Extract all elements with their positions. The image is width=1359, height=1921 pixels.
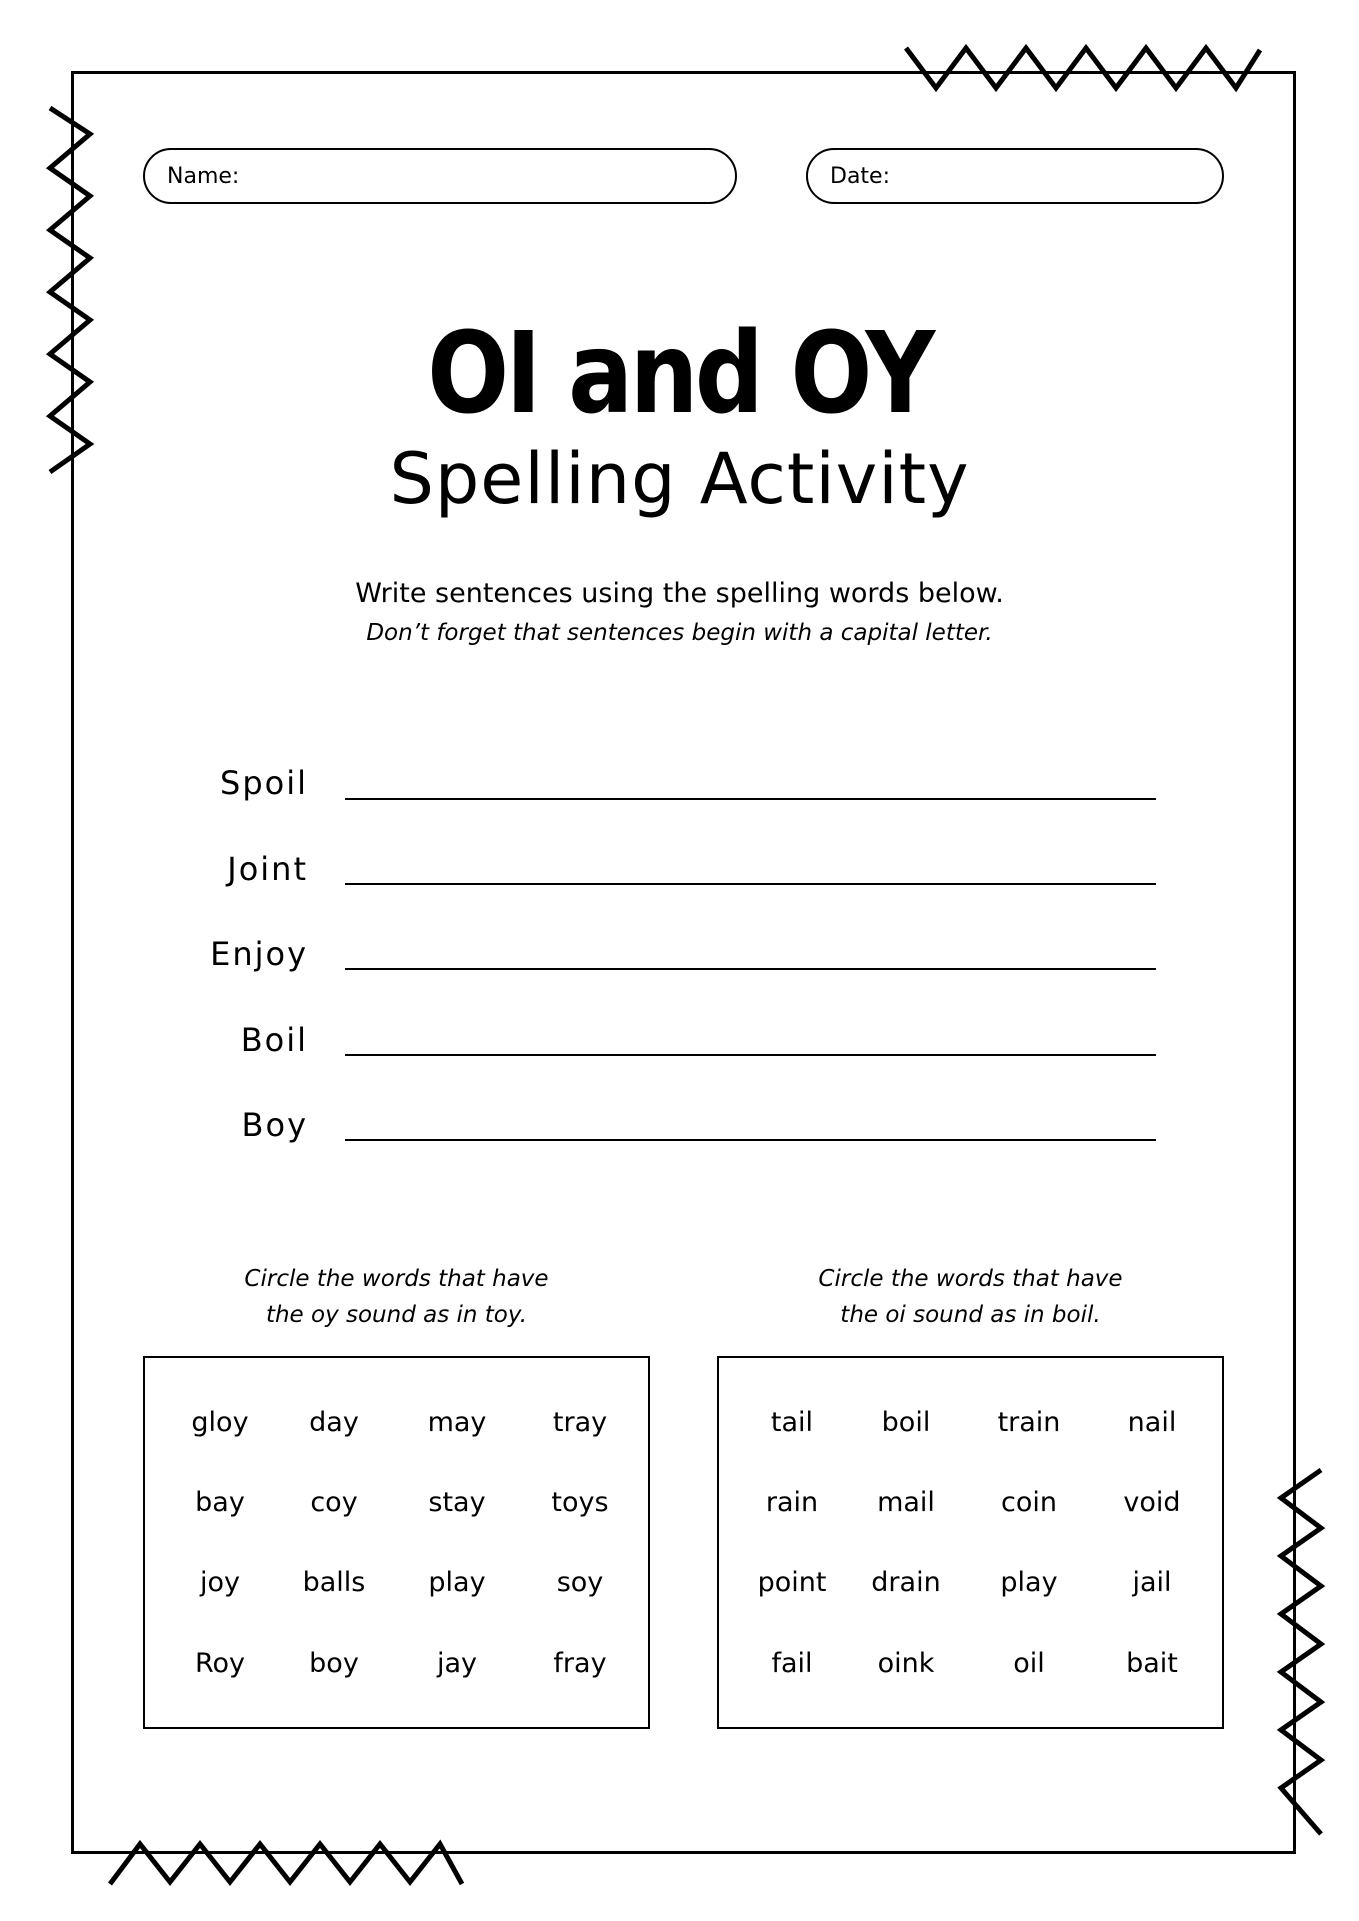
page-title: OI and OY <box>427 309 932 439</box>
oy-instruction-line1: Circle the words that have <box>244 1266 549 1292</box>
oi-instruction-line2: the oi sound as in boil. <box>840 1302 1101 1328</box>
oy-word[interactable]: joy <box>200 1567 240 1598</box>
oi-word[interactable]: void <box>1123 1487 1181 1518</box>
zigzag-bottom-left <box>106 1838 466 1888</box>
writing-line[interactable] <box>345 1054 1156 1056</box>
oy-word[interactable]: boy <box>309 1648 359 1679</box>
oi-instruction-line1: Circle the words that have <box>818 1266 1123 1292</box>
oi-word[interactable]: nail <box>1127 1407 1177 1438</box>
oy-word[interactable]: toys <box>551 1487 609 1518</box>
instructions-note: Don’t forget that sentences begin with a capital letter. <box>366 620 993 646</box>
writing-line[interactable] <box>345 1139 1156 1141</box>
oi-instruction <box>717 1261 1224 1333</box>
oi-word[interactable]: tail <box>770 1407 814 1438</box>
oi-word[interactable]: train <box>997 1407 1061 1438</box>
zigzag-top-right <box>904 44 1264 94</box>
oy-word[interactable]: play <box>428 1567 486 1598</box>
oy-word[interactable]: Roy <box>194 1648 246 1679</box>
oy-word[interactable]: day <box>309 1407 359 1438</box>
writing-line[interactable] <box>345 968 1156 970</box>
zigzag-left <box>44 104 100 476</box>
spelling-word-label: Spoil <box>220 764 308 802</box>
oy-word-box <box>143 1356 650 1729</box>
oi-word[interactable]: rain <box>765 1487 819 1518</box>
oy-word[interactable]: balls <box>302 1567 366 1598</box>
oy-word[interactable]: stay <box>428 1487 486 1518</box>
spelling-word-label: Joint <box>227 850 308 888</box>
oi-word[interactable]: jail <box>1132 1567 1172 1598</box>
oi-word[interactable]: oink <box>877 1648 935 1679</box>
writing-line[interactable] <box>345 798 1156 800</box>
oy-word[interactable]: gloy <box>191 1407 249 1438</box>
zigzag-right <box>1273 1466 1329 1838</box>
oy-word[interactable]: bay <box>195 1487 245 1518</box>
oi-word-box <box>717 1356 1224 1729</box>
oi-word[interactable]: drain <box>871 1567 941 1598</box>
oi-word[interactable]: mail <box>877 1487 935 1518</box>
oi-word[interactable]: point <box>757 1567 827 1598</box>
oy-word[interactable]: may <box>427 1407 487 1438</box>
oi-word[interactable]: boil <box>881 1407 931 1438</box>
spelling-word-label: Boy <box>241 1106 308 1144</box>
instructions-main: Write sentences using the spelling words below. <box>355 578 1004 609</box>
date-field[interactable] <box>806 148 1224 204</box>
oy-word[interactable]: fray <box>553 1648 607 1679</box>
oy-word[interactable]: soy <box>556 1567 604 1598</box>
spelling-word-label: Boil <box>240 1021 308 1059</box>
spelling-word-label: Enjoy <box>210 935 308 973</box>
date-label: Date: <box>830 163 890 189</box>
oi-word[interactable]: fail <box>771 1648 813 1679</box>
page-subtitle: Spelling Activity <box>389 438 970 520</box>
oi-word[interactable]: oil <box>1013 1648 1045 1679</box>
oy-word[interactable]: coy <box>310 1487 358 1518</box>
oi-word[interactable]: play <box>1000 1567 1058 1598</box>
oy-word[interactable]: tray <box>552 1407 608 1438</box>
oy-instruction-line2: the oy sound as in toy. <box>265 1302 528 1328</box>
oi-word[interactable]: coin <box>1001 1487 1057 1518</box>
oy-word[interactable]: jay <box>436 1648 478 1679</box>
oy-instruction <box>143 1261 650 1333</box>
name-label: Name: <box>167 163 240 189</box>
oi-word[interactable]: bait <box>1126 1648 1178 1679</box>
writing-line[interactable] <box>345 883 1156 885</box>
name-field[interactable] <box>143 148 737 204</box>
